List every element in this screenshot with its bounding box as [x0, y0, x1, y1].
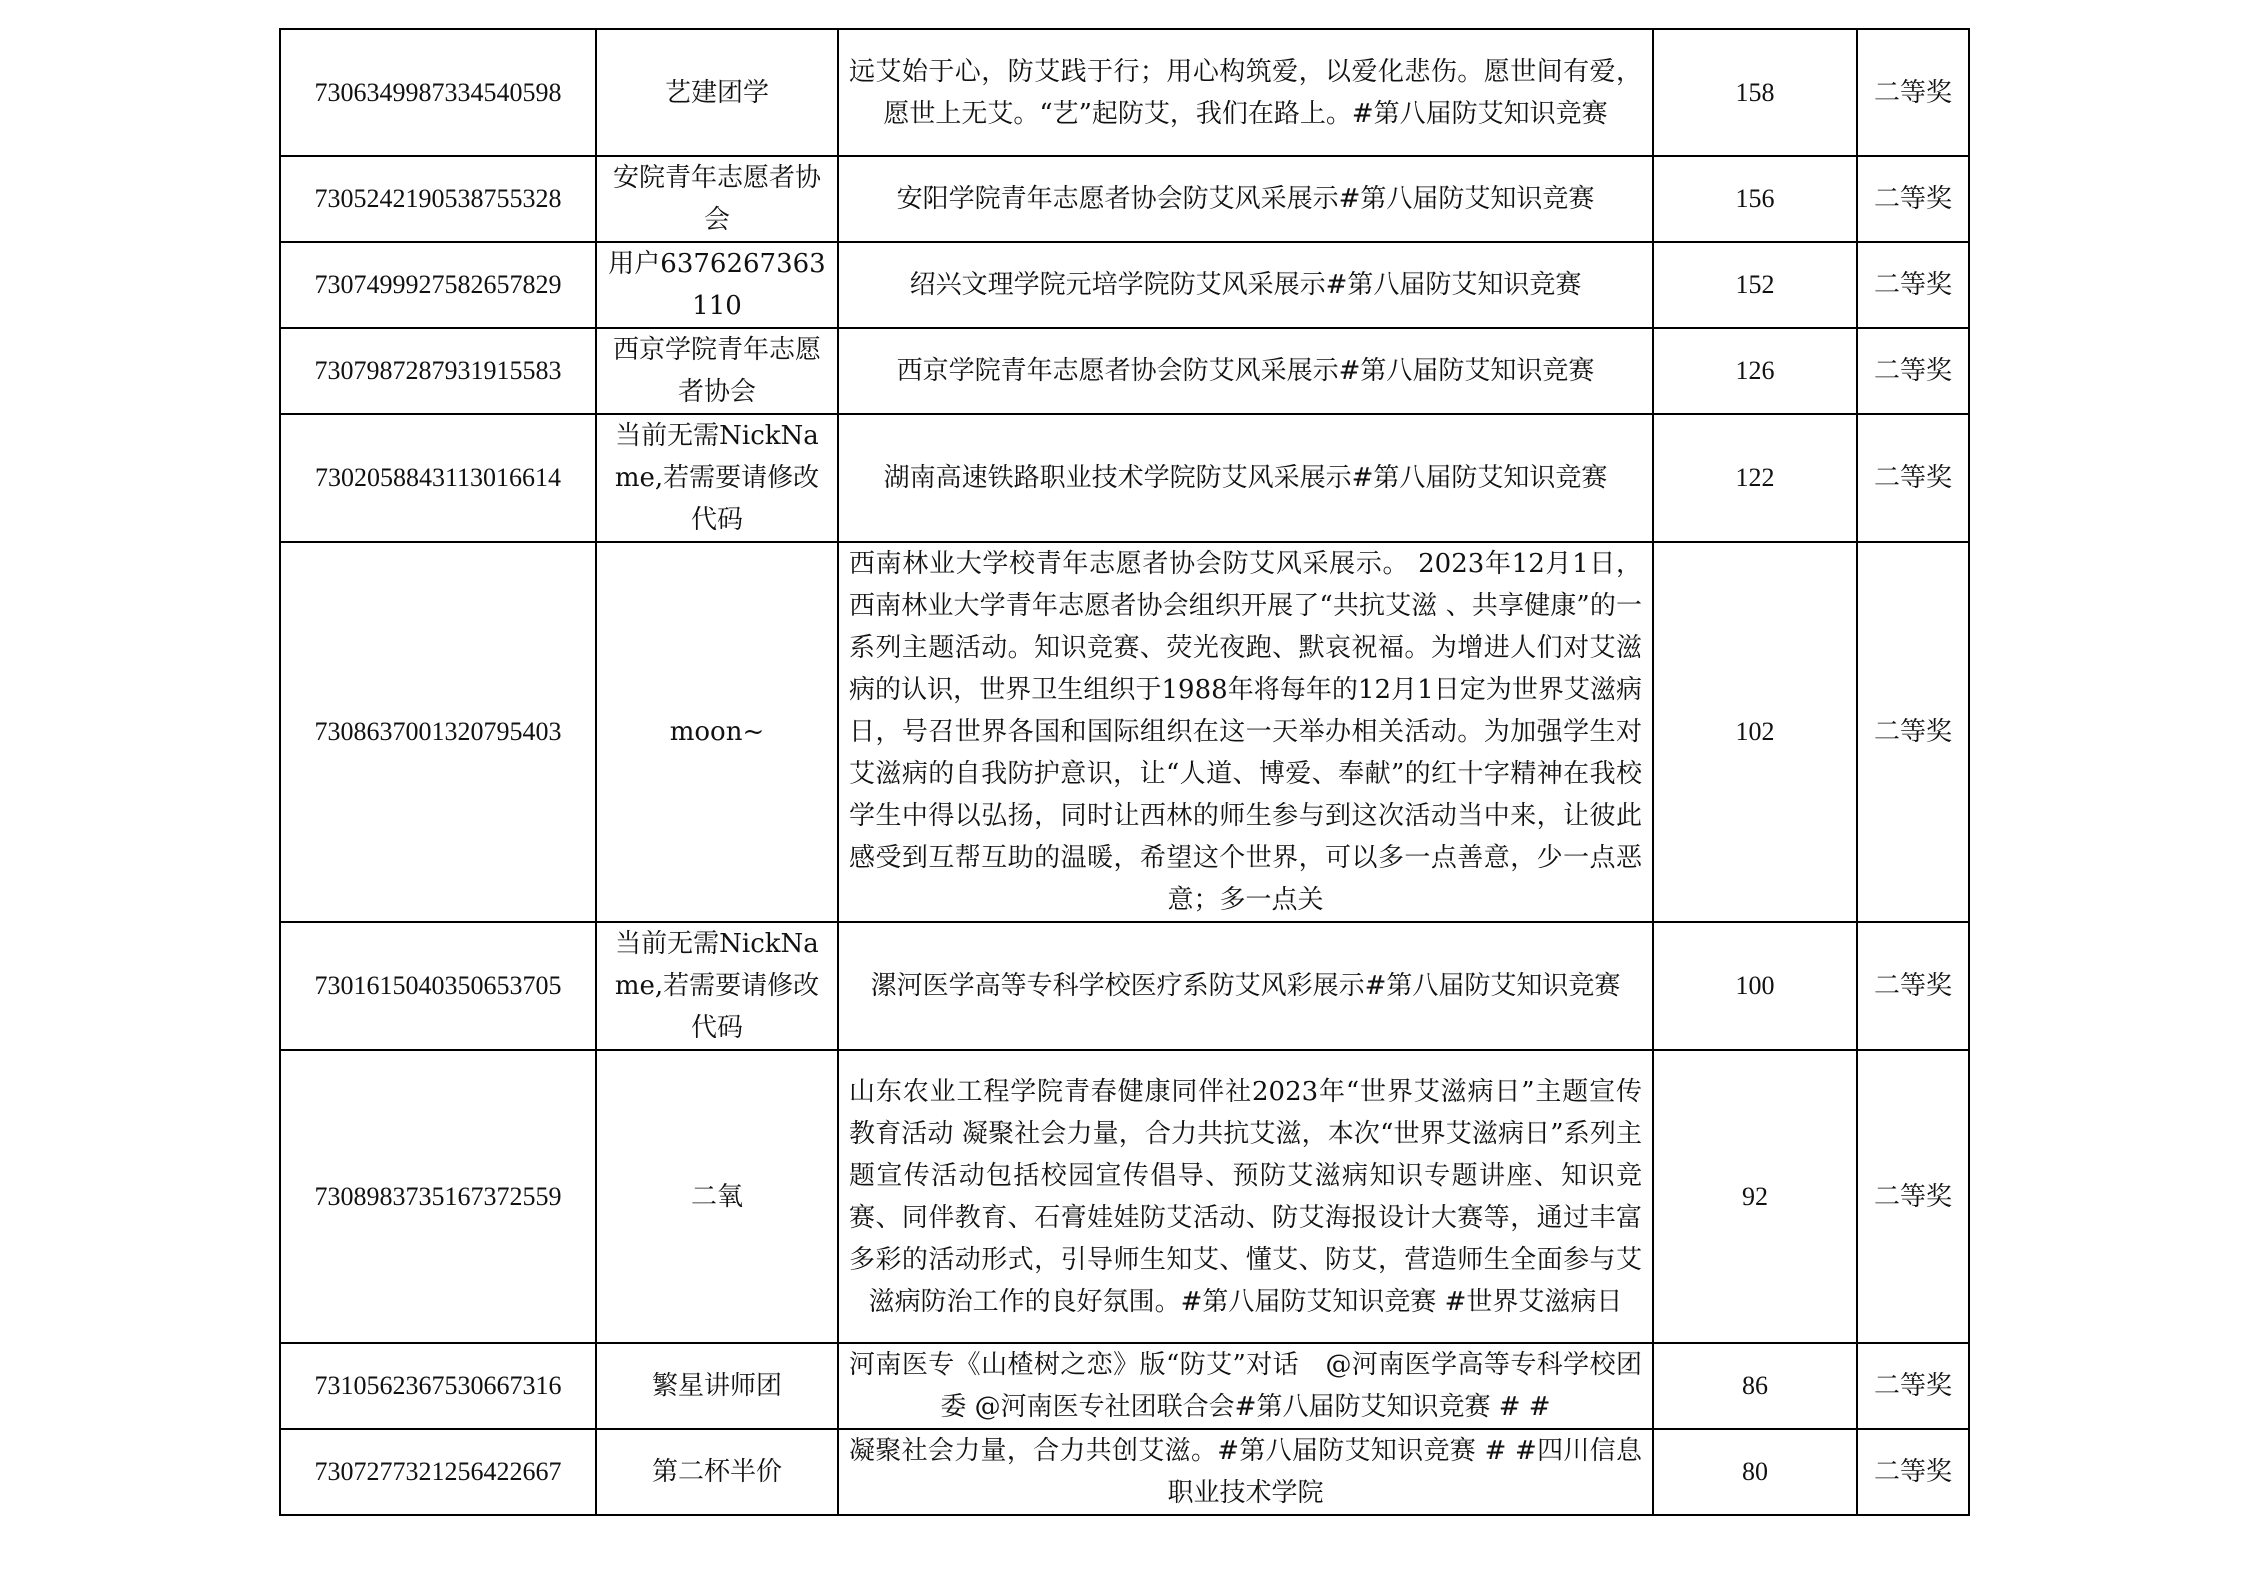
video-id-cell: 7308637001320795403 [280, 542, 596, 922]
author-cell: 繁星讲师团 [596, 1343, 838, 1429]
table-row [280, 414, 1969, 542]
table-row [280, 156, 1969, 242]
author-cell: 当前无需NickName,若需要请修改代码 [596, 414, 838, 542]
video-id-cell: 7307277321256422667 [280, 1429, 596, 1515]
author-cell: moon~ [596, 542, 838, 922]
video-id-cell: 7308983735167372559 [280, 1050, 596, 1343]
description-cell: 西京学院青年志愿者协会防艾风采展示#第八届防艾知识竞赛 [838, 328, 1653, 414]
awards-table [279, 28, 1970, 1516]
score-cell: 80 [1653, 1429, 1857, 1515]
description-cell: 山东农业工程学院青春健康同伴社2023年“世界艾滋病日”主题宣传教育活动 凝聚社会力量，合力共抗艾滋，本次“世界艾滋病日”系列主题宣传活动包括校园宣传倡导、预防艾滋病知识专题讲座、知识竞赛、同伴教育、石膏娃娃防艾活动、防艾海报设计大赛等，通过丰富多彩的活动形式，引导师生知艾、懂艾、防艾，营造师生全面参与艾滋病防治工作的良好氛围。#第八届防艾知识竞赛 #世界艾滋病日 [838, 1050, 1653, 1343]
author-cell: 第二杯半价 [596, 1429, 838, 1515]
award-cell: 二等奖 [1857, 542, 1969, 922]
award-cell: 二等奖 [1857, 29, 1969, 156]
table-row [280, 922, 1969, 1050]
description-cell: 河南医专《山楂树之恋》版“防艾”对话 @河南医学高等专科学校团委 @河南医专社团联合会#第八届防艾知识竞赛 # # [838, 1343, 1653, 1429]
video-id-cell: 7310562367530667316 [280, 1343, 596, 1429]
award-cell: 二等奖 [1857, 328, 1969, 414]
score-cell: 156 [1653, 156, 1857, 242]
author-cell: 安院青年志愿者协会 [596, 156, 838, 242]
author-cell: 用户6376267363110 [596, 242, 838, 328]
award-cell: 二等奖 [1857, 1050, 1969, 1343]
description-cell: 西南林业大学校青年志愿者协会防艾风采展示。 2023年12月1日，西南林业大学青年志愿者协会组织开展了“共抗艾滋 、共享健康”的一系列主题活动。知识竞赛、荧光夜跑、默哀祝福。为增进人们对艾滋病的认识，世界卫生组织于1988年将每年的12月1日定为世界艾滋病日，号召世界各国和国际组织在这一天举办相关活动。为加强学生对艾滋病的自我防护意识，让“人道、博爱、奉献”的红十字精神在我校学生中得以弘扬，同时让西林的师生参与到这次活动当中来，让彼此感受到互帮互助的温暖，希望这个世界，可以多一点善意，少一点恶意；多一点关 [838, 542, 1653, 922]
table-row [280, 542, 1969, 922]
award-cell: 二等奖 [1857, 1429, 1969, 1515]
score-cell: 102 [1653, 542, 1857, 922]
description-cell: 漯河医学高等专科学校医疗系防艾风彩展示#第八届防艾知识竞赛 [838, 922, 1653, 1050]
description-cell: 绍兴文理学院元培学院防艾风采展示#第八届防艾知识竞赛 [838, 242, 1653, 328]
video-id-cell: 7302058843113016614 [280, 414, 596, 542]
table-row [280, 1050, 1969, 1343]
score-cell: 86 [1653, 1343, 1857, 1429]
video-id-cell: 7306349987334540598 [280, 29, 596, 156]
score-cell: 158 [1653, 29, 1857, 156]
description-cell: 远艾始于心，防艾践于行；用心构筑爱，以爱化悲伤。愿世间有爱，愿世上无艾。“艺”起防艾，我们在路上。#第八届防艾知识竞赛 [838, 29, 1653, 156]
award-cell: 二等奖 [1857, 1343, 1969, 1429]
table-row [280, 328, 1969, 414]
description-cell: 安阳学院青年志愿者协会防艾风采展示#第八届防艾知识竞赛 [838, 156, 1653, 242]
author-cell: 二氧 [596, 1050, 838, 1343]
table-row [280, 1343, 1969, 1429]
score-cell: 122 [1653, 414, 1857, 542]
score-cell: 100 [1653, 922, 1857, 1050]
table-row [280, 242, 1969, 328]
award-cell: 二等奖 [1857, 242, 1969, 328]
video-id-cell: 7307987287931915583 [280, 328, 596, 414]
award-cell: 二等奖 [1857, 156, 1969, 242]
award-cell: 二等奖 [1857, 414, 1969, 542]
score-cell: 92 [1653, 1050, 1857, 1343]
description-cell: 凝聚社会力量，合力共创艾滋。#第八届防艾知识竞赛 # #四川信息职业技术学院 [838, 1429, 1653, 1515]
video-id-cell: 7307499927582657829 [280, 242, 596, 328]
video-id-cell: 7301615040350653705 [280, 922, 596, 1050]
table-row [280, 29, 1969, 156]
author-cell: 西京学院青年志愿者协会 [596, 328, 838, 414]
video-id-cell: 7305242190538755328 [280, 156, 596, 242]
score-cell: 126 [1653, 328, 1857, 414]
score-cell: 152 [1653, 242, 1857, 328]
award-cell: 二等奖 [1857, 922, 1969, 1050]
table-row [280, 1429, 1969, 1515]
description-cell: 湖南高速铁路职业技术学院防艾风采展示#第八届防艾知识竞赛 [838, 414, 1653, 542]
author-cell: 艺建团学 [596, 29, 838, 156]
author-cell: 当前无需NickName,若需要请修改代码 [596, 922, 838, 1050]
